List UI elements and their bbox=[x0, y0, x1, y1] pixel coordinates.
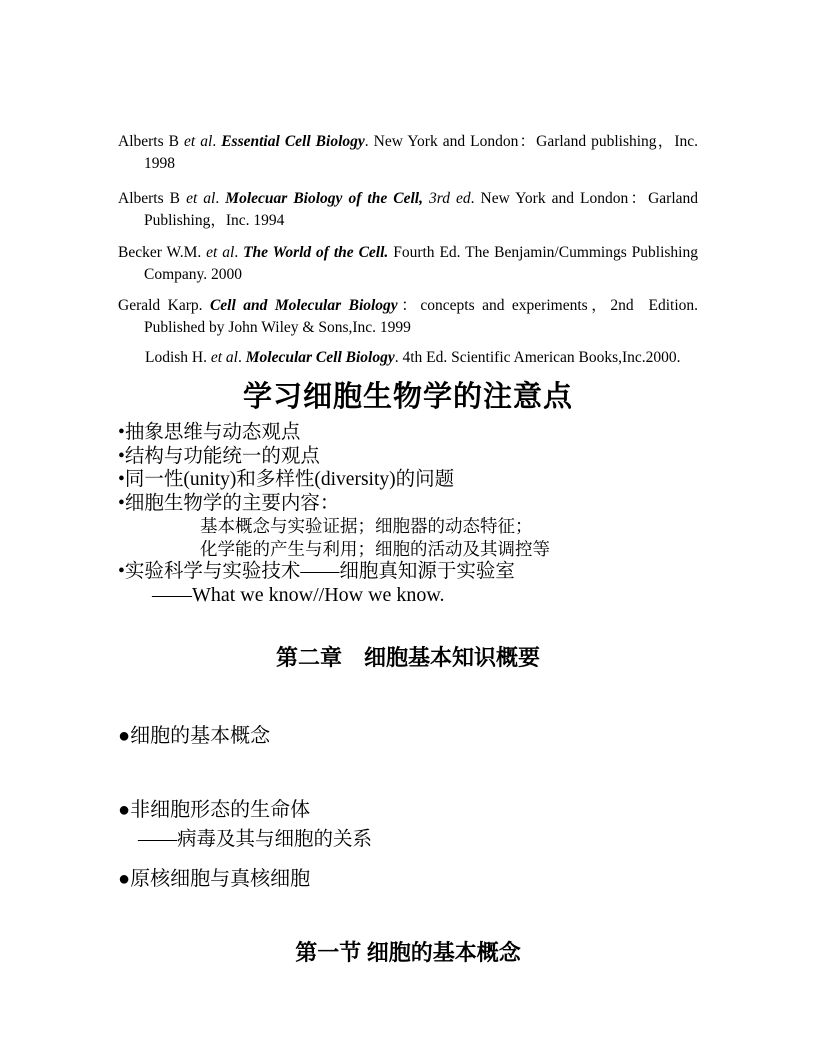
bullet-text: 抽象思维与动态观点 bbox=[124, 422, 301, 443]
reference-entry: Gerald Karp. Cell and Molecular Biology：concepts and experiments，2nd Edition. Published by John Wiley & Sons,Inc. 1999 bbox=[118, 297, 699, 336]
reference-entry: Becker W.M. et al. The World of the Cell. Fourth Ed. The Benjamin/Cummings Publishing Company. 2000 bbox=[118, 244, 698, 283]
topic-text: 原核细胞与真核细胞 bbox=[130, 868, 311, 890]
bullet-item bbox=[118, 421, 698, 445]
bullet-marker: • bbox=[118, 469, 125, 490]
bullet-item bbox=[118, 560, 698, 584]
page-content bbox=[118, 131, 698, 967]
topic-bullet-marker: ● bbox=[118, 868, 131, 890]
topic-bullet-marker: ● bbox=[118, 799, 131, 821]
bullet-detail-line: 基本概念与实验证据；细胞器的动态特征； bbox=[200, 516, 533, 536]
reference-list bbox=[118, 131, 698, 369]
study-notes-list bbox=[118, 421, 698, 607]
reference-entry: Alberts B et al. Molecuar Biology of the Cell, 3rd ed. New York and London：Garland Publishing，Inc. 1994 bbox=[118, 190, 699, 229]
section-heading: 第一节 细胞的基本概念 bbox=[295, 940, 521, 965]
chapter-heading: 第二章 细胞基本知识概要 bbox=[275, 645, 540, 670]
bullet-item bbox=[118, 445, 698, 469]
bullet-text: 细胞生物学的主要内容： bbox=[124, 492, 340, 514]
bullet-marker: • bbox=[118, 492, 125, 514]
topic-text: 非细胞形态的生命体 bbox=[130, 799, 311, 821]
bullet-marker: • bbox=[118, 445, 125, 467]
topic-text: 细胞的基本概念 bbox=[130, 725, 271, 747]
bullet-marker: • bbox=[118, 561, 125, 582]
bullet-item bbox=[118, 468, 698, 492]
topic-subline: ——病毒及其与细胞的关系 bbox=[138, 829, 373, 850]
bullet-item bbox=[118, 492, 698, 516]
bullet-text: 同一性(unity)和多样性(diversity)的问题 bbox=[124, 469, 455, 490]
bullet-text: 实验科学与实验技术——细胞真知源于实验室 bbox=[124, 561, 515, 582]
topic-item bbox=[118, 798, 698, 823]
chapter-topic-list bbox=[118, 724, 698, 892]
reference-entry: Lodish H. et al. Molecular Cell Biology. 4th Ed. Scientific American Books,Inc.2000. bbox=[145, 349, 681, 366]
bullet-marker: • bbox=[118, 422, 125, 443]
topic-item bbox=[118, 867, 698, 892]
topic-item bbox=[118, 724, 698, 749]
topic-bullet-marker: ● bbox=[118, 725, 131, 747]
bullet-text: 结构与功能统一的观点 bbox=[124, 445, 320, 467]
bullet-footnote: ——What we know//How we know. bbox=[152, 583, 445, 606]
reference-entry: Alberts B et al. Essential Cell Biology. New York and London：Garland publishing，Inc. 1998 bbox=[118, 133, 699, 172]
bullet-detail-line: 化学能的产生与利用；细胞的活动及其调控等 bbox=[200, 538, 550, 559]
study-notes-title: 学习细胞生物学的注意点 bbox=[242, 381, 573, 413]
